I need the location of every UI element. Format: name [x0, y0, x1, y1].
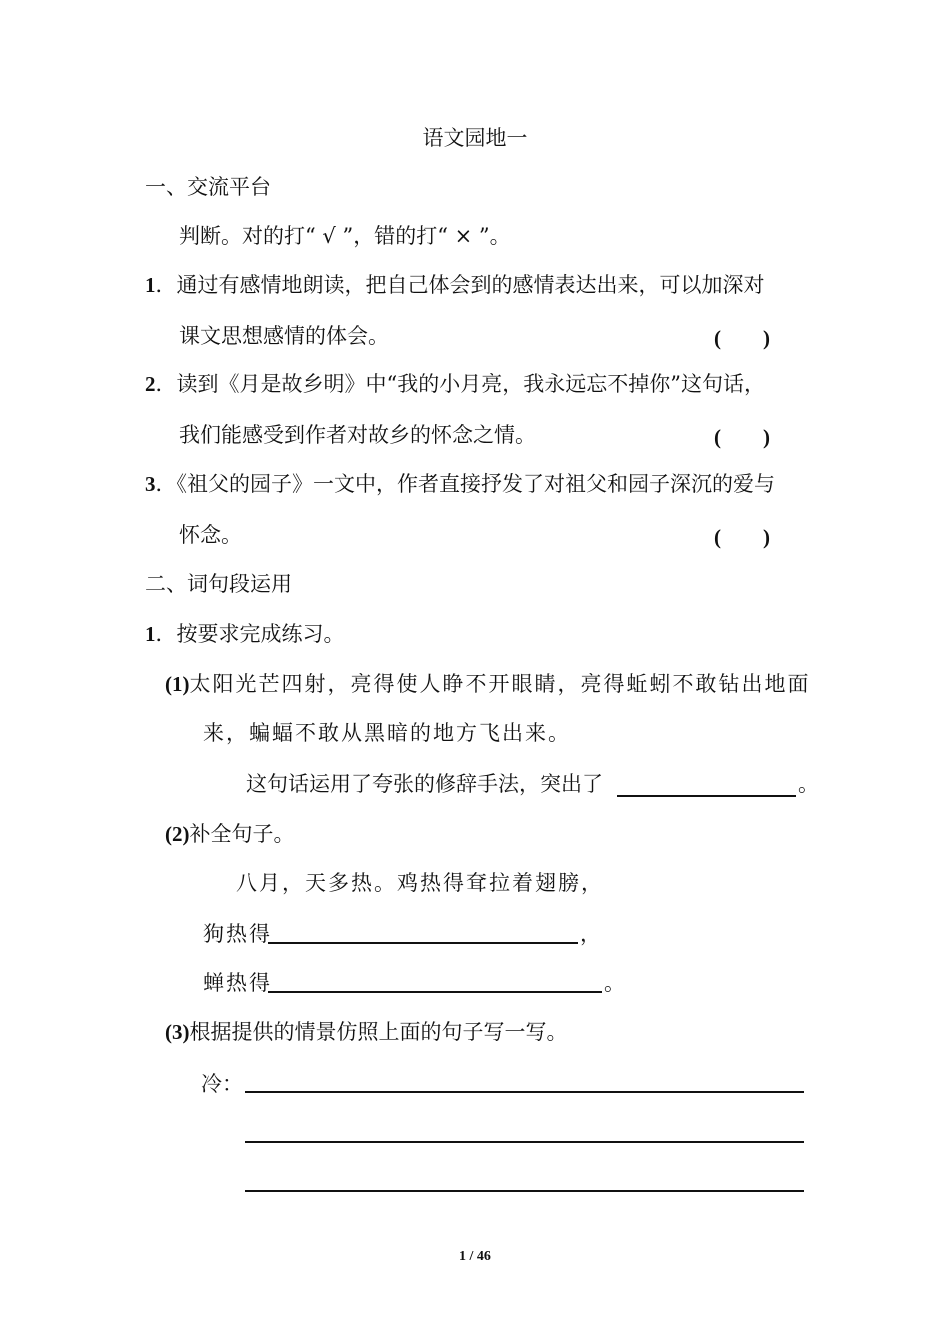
comma: ，	[580, 922, 601, 946]
period: 。	[604, 971, 625, 995]
question-text: ．按要求完成练习。	[155, 622, 345, 646]
section-heading-exchange: 一、交流平台	[145, 175, 271, 199]
question-2-line1	[145, 370, 765, 398]
sub-question-1-line2: 来，蝙蝠不敢从黑暗的地方飞出来。	[203, 721, 571, 745]
sub-question-1-line1	[165, 670, 811, 698]
period: 。	[798, 772, 819, 796]
sub-question-text: 补全句子。	[189, 822, 295, 846]
question-text: ．通过有感情地朗读，把自己体会到的感情表达出来，可以加深对	[155, 273, 765, 297]
writing-line-1[interactable]	[245, 1091, 804, 1093]
exercise-1	[145, 620, 345, 648]
question-1-line2: 课文思想感情的体会。	[179, 324, 389, 348]
answer-parentheses[interactable]: ( )	[714, 425, 770, 449]
section-heading-usage: 二、词句段运用	[145, 572, 292, 596]
page-number: 1 / 46	[459, 1249, 491, 1264]
sub-label: (1)	[165, 672, 190, 696]
question-number: 2	[145, 372, 156, 396]
question-number: 1	[145, 622, 156, 646]
dog-prompt: 狗热得	[203, 922, 272, 946]
sub-question-2	[165, 820, 295, 848]
question-text: ．读到《月是故乡明》中“我的小月亮，我永远忘不掉你”这句话，	[155, 372, 765, 396]
sub-question-text: 根据提供的情景仿照上面的句子写一写。	[189, 1020, 568, 1044]
page-title: 语文园地一	[422, 126, 528, 150]
question-3-line2: 怀念。	[179, 523, 242, 547]
answer-parentheses[interactable]: ( )	[714, 326, 770, 350]
cicada-answer-blank[interactable]	[268, 991, 602, 993]
dog-answer-blank[interactable]	[268, 942, 578, 944]
sub-label: (3)	[165, 1020, 190, 1044]
cicada-prompt: 蝉热得	[203, 971, 272, 995]
question-number: 3	[145, 472, 156, 496]
sub-label: (2)	[165, 822, 190, 846]
sentence-august: 八月，天多热。鸡热得耷拉着翅膀，	[236, 871, 604, 895]
sub-question-1-prompt: 这句话运用了夸张的修辞手法，突出了	[246, 772, 603, 796]
question-number: 1	[145, 273, 156, 297]
question-2-line2: 我们能感受到作者对故乡的怀念之情。	[179, 423, 536, 447]
question-1-line1	[145, 271, 765, 299]
writing-line-3[interactable]	[245, 1190, 804, 1192]
instruction-text: 判断。对的打“ √ ”，错的打“ × ”。	[179, 224, 511, 248]
cold-prompt: 冷：	[201, 1072, 243, 1096]
sub-question-3	[165, 1018, 568, 1046]
question-text: ．《祖父的园子》一文中，作者直接抒发了对祖父和园子深沉的爱与	[155, 472, 775, 496]
example-sentence: 太阳光芒四射，亮得使人睁不开眼睛，亮得蚯蚓不敢钻出地面	[189, 672, 811, 696]
question-3-line1	[145, 470, 775, 498]
answer-blank[interactable]	[617, 795, 796, 797]
answer-parentheses[interactable]: ( )	[714, 525, 770, 549]
writing-line-2[interactable]	[245, 1141, 804, 1143]
